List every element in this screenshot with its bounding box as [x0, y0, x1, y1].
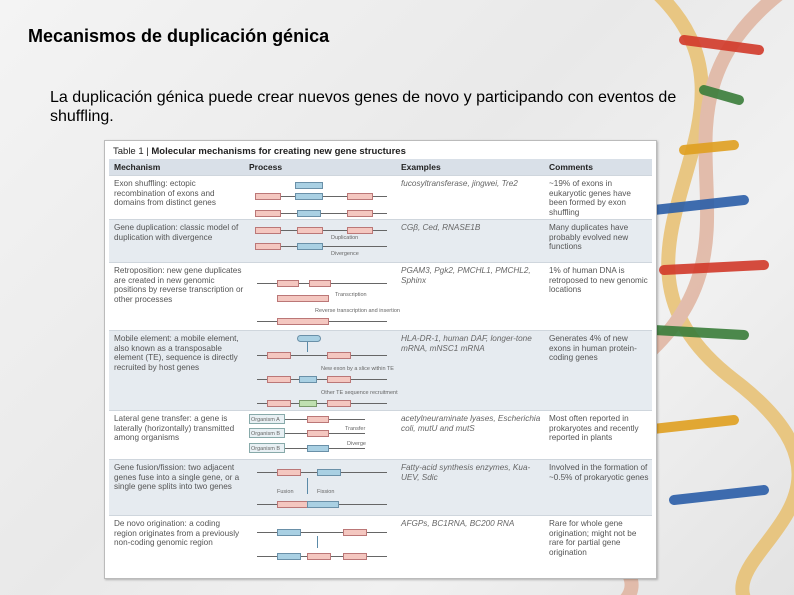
header-examples: Examples	[401, 162, 441, 172]
row-comments: Involved in the formation of ~0.5% of prokaryotic genes	[549, 463, 649, 482]
process-diagram	[247, 460, 397, 516]
row-mechanism: Mobile element: a mobile element, also known as a transposable element (TE), sequence is directly recruited by host genes	[114, 334, 239, 372]
label-fission: Fission	[317, 489, 335, 495]
label-transcription: Transcription	[335, 292, 367, 298]
label-organism-b-2: Organism B	[251, 446, 281, 452]
row-comments: Generates 4% of new exons in human protein-coding genes	[549, 334, 637, 363]
mechanisms-table	[104, 140, 657, 579]
label-organism-a: Organism A	[251, 417, 280, 423]
table-row	[109, 175, 652, 220]
table-caption-title: Molecular mechanisms for creating new gene structures	[151, 146, 406, 157]
row-mechanism: Retroposition: new gene duplicates are created in new genomic positions by reverse transcription or other processes	[114, 266, 244, 304]
row-mechanism: Gene fusion/fission: two adjacent genes fuse into a single gene, or a single gene splits into two genes	[114, 463, 240, 492]
label-reverse-transcription: Reverse transcription and insertion	[315, 308, 400, 314]
table-row	[109, 330, 652, 411]
table-caption-prefix: Table 1 |	[113, 146, 152, 157]
label-divergence: Divergence	[331, 251, 359, 257]
header-comments: Comments	[549, 162, 593, 172]
label-transfer: Transfer	[345, 426, 366, 432]
row-examples: AFGPs, BC1RNA, BC200 RNA	[401, 519, 515, 528]
label-other-te: Other TE sequence recruitment	[321, 390, 398, 396]
table-row	[109, 219, 652, 263]
row-examples: HLA-DR-1, human DAF, longer-tone mRNA, mNSC1 mRNA	[401, 334, 532, 353]
process-diagram	[247, 220, 397, 263]
table-header	[109, 159, 652, 175]
row-comments: Many duplicates have probably evolved new functions	[549, 223, 629, 252]
table-caption	[113, 146, 406, 157]
row-examples: acetylneuraminate lyases, Escherichia coli, mutU and mutS	[401, 414, 541, 433]
process-diagram	[247, 263, 400, 331]
label-fusion: Fusion	[277, 489, 294, 495]
process-diagram	[247, 331, 397, 411]
row-examples: Fatty-acid synthesis enzymes, Kua-UEV, Sdic	[401, 463, 531, 482]
label-organism-b: Organism B	[251, 431, 281, 437]
table-row	[109, 459, 652, 516]
row-comments: ~19% of exons in eukaryotic genes have been formed by exon shuffling	[549, 179, 631, 217]
row-examples: CGβ, Ced, RNASE1B	[401, 223, 481, 232]
row-comments: Rare for whole gene origination; might not be rare for partial gene origination	[549, 519, 637, 557]
label-diverge: Diverge	[347, 441, 366, 447]
row-mechanism: Exon shuffling: ectopic recombination of exons and domains from distinct genes	[114, 179, 216, 208]
process-diagram	[247, 411, 397, 460]
table-row	[109, 262, 652, 331]
process-diagram	[247, 176, 397, 220]
header-mechanism: Mechanism	[114, 162, 161, 172]
row-examples: PGAM3, Pgk2, PMCHL1, PMCHL2, Sphinx	[401, 266, 531, 285]
label-duplication: Duplication	[331, 235, 359, 241]
row-mechanism: De novo origination: a coding region originates from a previously non-coding genomic region	[114, 519, 240, 548]
row-comments: 1% of human DNA is retroposed to new genomic locations	[549, 266, 648, 295]
row-mechanism: Gene duplication: classic model of duplication with divergence	[114, 223, 239, 242]
table-row	[109, 410, 652, 460]
header-process: Process	[249, 162, 283, 172]
process-diagram	[247, 516, 397, 574]
row-mechanism: Lateral gene transfer: a gene is laterally (horizontally) transmitted among organisms	[114, 414, 235, 443]
slide-subtitle: La duplicación génica puede crear nuevos genes de novo y participando con eventos de shuffling.	[50, 89, 677, 125]
row-comments: Most often reported in prokaryotes and recently reported in plants	[549, 414, 639, 443]
table-row	[109, 515, 652, 574]
row-examples: fucosyltransferase, jingwei, Tre2	[401, 179, 518, 188]
slide-title: Mecanismos de duplicación génica	[28, 26, 330, 46]
label-new-exon: New exon by a slice within TE	[321, 366, 394, 372]
